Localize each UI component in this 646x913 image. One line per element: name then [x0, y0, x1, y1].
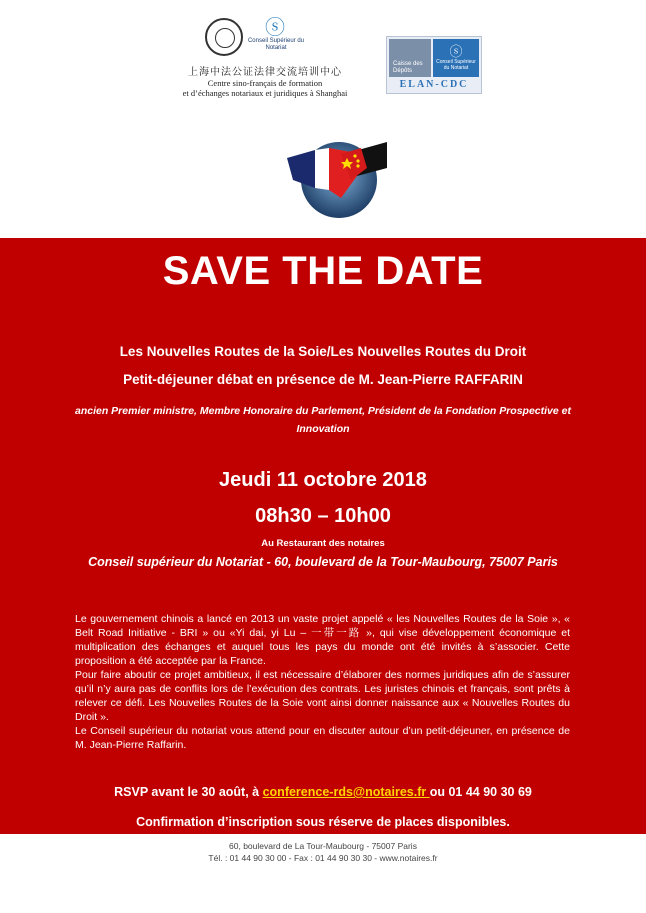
footer-line: Tél. : 01 44 90 30 00 - Fax : 01 44 90 30 30 - www.notaires.fr	[208, 853, 438, 863]
csn-logo-icon: ⓢ	[265, 15, 285, 39]
event-venue: Au Restaurant des notaires	[261, 538, 385, 549]
chinese-center-name: 上海中法公证法律交流培训中心	[188, 67, 342, 78]
event-time: 08h30 – 10h00	[255, 505, 391, 527]
handshake-globe-icon	[285, 128, 389, 228]
csn-mark-icon: ⓢ	[449, 45, 463, 60]
event-subtitle: Les Nouvelles Routes de la Soie/Les Nouvelles Routes du Droit	[119, 344, 527, 359]
french-center-name: Centre sino-français de formation et d’échanges notariaux et juridiques à Shanghai	[182, 78, 348, 98]
csn-blue-logo: ⓢ Conseil Supérieur du Notariat	[433, 39, 479, 77]
event-guest-line: Petit-déjeuner débat en présence de M. Jean-Pierre RAFFARIN	[123, 372, 523, 387]
rsvp-email-link[interactable]: conference-rds@notaires.fr	[262, 785, 430, 799]
shanghai-center-seal-logo	[205, 18, 243, 56]
footer-line: 60, boulevard de La Tour-Maubourg - 75007 Paris	[229, 841, 417, 851]
event-address: Conseil supérieur du Notariat - 60, boulevard de la Tour-Maubourg, 75007 Paris	[88, 555, 558, 569]
header	[0, 0, 646, 238]
description-paragraph: Le Conseil supérieur du notariat vous attend pour en discuter autour d’un petit-déjeuner, en présence de M. Jean-Pierre Raffarin.	[75, 725, 570, 751]
rsvp-line: RSVP avant le 30 août, à conference-rds@notaires.fr ou 01 44 90 30 69	[114, 785, 532, 799]
guest-bio: ancien Premier ministre, Membre Honoraire du Parlement, Président de la Fondation Prospective et Innovation	[75, 405, 571, 435]
description-paragraph: Pour faire aboutir ce projet ambitieux, il est nécessaire d’élaborer des normes juridiques afin de s’assurer qu’il n’y aura pas de conflits lors de l’exécution des contrats. Les juristes chinois et français, sont prêts à relever ce défi. Les Nouvelles Routes de la Soie vont ainsi donner naissance aux « Nouvelles Routes du Droit ».	[75, 669, 570, 723]
footer-address	[0, 840, 646, 864]
event-description	[75, 612, 570, 752]
caisse-des-depots-logo: Caisse des Dépôts	[389, 39, 431, 77]
description-paragraph: Le gouvernement chinois a lancé en 2013 un vaste projet appelé « les Nouvelles Routes de la Soie », « Belt Road Initiative - BRI » ou «Yi dai, yi Lu – 一带一路 », qui vise développement économique et multiplication des échanges et auquel tous les pays du monde ont été invités à s’associer. Cette proposition a été acceptée par la France.	[75, 613, 570, 667]
elan-cdc-logo	[386, 36, 482, 94]
elan-cdc-text: ELAN-CDC	[399, 79, 469, 90]
event-date: Jeudi 11 octobre 2018	[219, 469, 427, 491]
save-the-date-title: SAVE THE DATE	[162, 249, 484, 293]
confirmation-note: Confirmation d’inscription sous réserve de places disponibles.	[136, 815, 510, 829]
csn-logo-text: Conseil Supérieur du Notariat	[247, 38, 305, 51]
